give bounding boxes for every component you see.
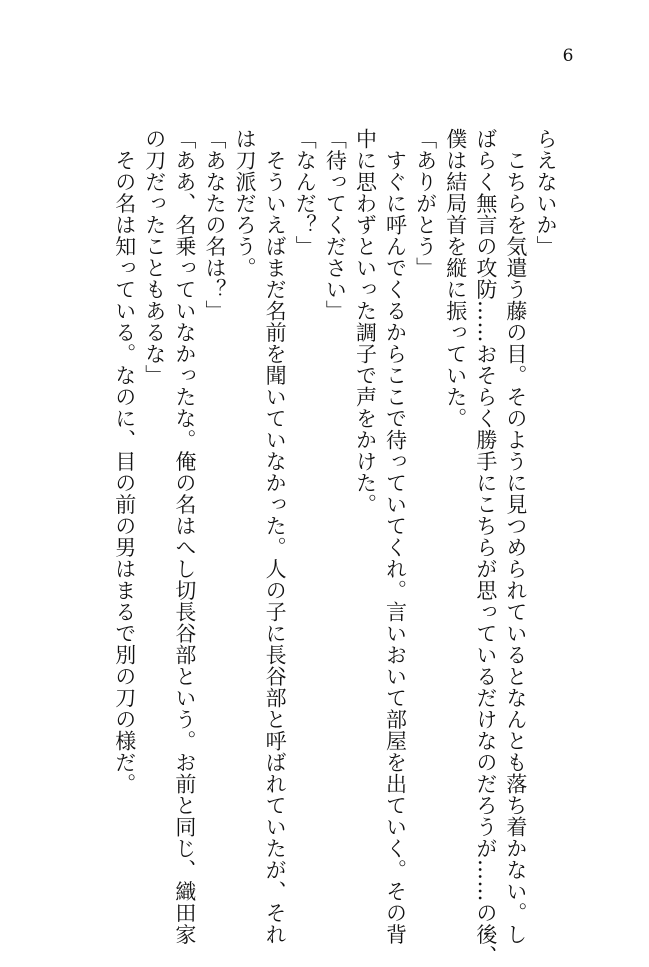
text-line: その名は知っている。なのに、目の前の男はまるで別の刀の様だ。: [112, 128, 137, 795]
text-line: 「ありがとう」: [413, 128, 438, 279]
text-line: こちらを気遣う藤の目。そのように見つめられているとなんとも落ち着かない。し: [503, 128, 528, 945]
text-line: の刀だったこともあるな」: [142, 128, 167, 386]
text-line: すぐに呼んでくるからここで待っていてくれ。言いおいて部屋を出ていく。その背: [383, 128, 408, 945]
text-line: らえないか」: [534, 128, 558, 257]
text-line: 「なんだ？」: [293, 128, 318, 257]
text-line: そういえばまだ名前を聞いていなかった。人の子に長谷部と呼ばれていたが、それ: [263, 128, 288, 945]
text-line: は刀派だろう。: [233, 128, 258, 279]
text-line: 中に思わずといった調子で声をかけた。: [353, 128, 378, 515]
body-text: [110, 128, 561, 967]
text-line: 「あなたの名は？」: [202, 128, 227, 322]
page-number: 6: [562, 46, 574, 66]
text-line: 僕は結局首を縦に振っていた。: [443, 128, 468, 429]
text-line: ばらく無言の攻防……おそらく勝手にこちらが思っているだけなのだろうが……の後、: [473, 128, 498, 967]
text-line: 「ああ、名乗っていなかったな。俺の名はへし切長谷部という。お前と同じ、織田家: [172, 128, 197, 945]
text-line: 「待ってください」: [323, 128, 348, 322]
